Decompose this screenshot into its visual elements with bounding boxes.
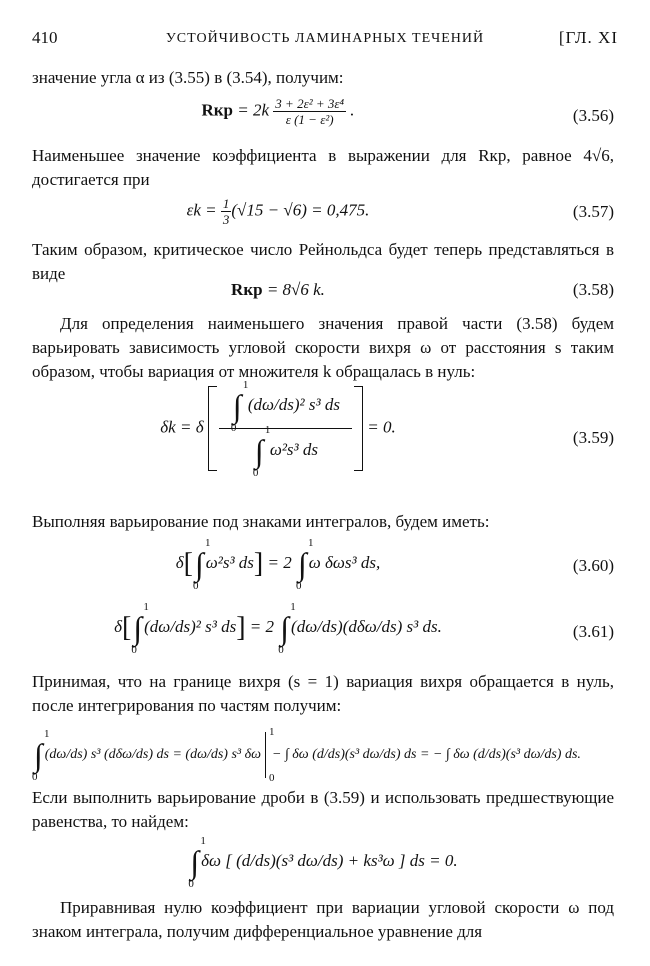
upper-limit: 1 <box>44 728 50 740</box>
upper-limit: 1 <box>307 537 314 549</box>
eq357-root-15: √15 <box>237 200 264 220</box>
eq356-fraction <box>273 96 346 127</box>
eq358-lhs: Rкр <box>231 280 263 299</box>
eq358-rhs: = 8√6 k. <box>266 280 325 299</box>
eq357-frac-den: 3 <box>222 212 230 227</box>
page-number: 410 <box>32 28 58 47</box>
eq357-lhs: εk = <box>186 200 217 220</box>
running-title: УСТОЙЧИВОСТЬ ЛАМИНАРНЫХ ТЕЧЕНИЙ <box>165 31 485 46</box>
eq356-number: (3.56) <box>572 106 614 125</box>
upper-limit: 1 <box>269 726 275 738</box>
integral-sign: ∫ 1 0 <box>278 601 296 656</box>
eq359-lhs: δk = δ <box>160 417 204 437</box>
eq357-frac-num: 1 <box>222 196 230 211</box>
lower-limit: 0 <box>252 467 259 479</box>
eq360-lhs-integrand: ω²s³ ds <box>205 552 254 572</box>
eq360-rhs-coef: = 2 <box>267 552 292 572</box>
eq361-rhs-coef: = 2 <box>249 616 275 636</box>
lower-limit: 0 <box>269 772 275 784</box>
chapter-label: [ГЛ. XI <box>558 28 618 47</box>
eq357-fraction <box>221 196 232 227</box>
integral-sign: ∫ 1 0 <box>131 601 149 656</box>
paragraph-7: Если выполнить варьирование дроби в (3.59) и использовать предшествующие равенства, то найдем: <box>32 788 614 831</box>
eq360-number: (3.60) <box>572 556 614 575</box>
lower-limit: 0 <box>230 422 237 434</box>
open-bracket: [ <box>183 548 193 579</box>
eq357-rhs: = 0,475. <box>311 200 370 220</box>
equation-integration-by-parts <box>32 724 614 784</box>
eq360-delta: δ <box>175 552 184 572</box>
equation-3-56 <box>32 96 614 136</box>
equation-3-59 <box>32 379 614 500</box>
eq361-lhs-integrand: (dω/ds)² s³ ds <box>144 616 237 636</box>
open-bracket: [ <box>122 612 132 643</box>
eq359-number: (3.59) <box>572 428 614 447</box>
eq359-denominator <box>219 424 352 479</box>
equation-3-57 <box>32 196 614 232</box>
running-header <box>32 28 618 52</box>
eq361-rhs-integrand: (dω/ds)(dδω/ds) s³ ds. <box>291 616 442 636</box>
eq357-close-paren: ) <box>301 200 307 220</box>
eq359-bracket <box>208 379 363 479</box>
upper-limit: 1 <box>143 601 149 613</box>
upper-limit: 1 <box>242 379 249 391</box>
paragraph-5: Выполняя варьирование под знаками интегралов, будем иметь: <box>32 512 490 531</box>
equation-3-60 <box>32 537 614 592</box>
integral-sign: ∫ 1 0 <box>32 728 50 783</box>
paragraph-1: значение угла α из (3.55) в (3.54), получим: <box>32 68 344 87</box>
integral-sign: ∫ 1 0 <box>295 537 314 592</box>
eq356-tail: . <box>350 100 355 120</box>
lower-limit: 0 <box>131 644 137 656</box>
eq361-delta: δ <box>114 616 123 636</box>
paragraph-8: Приравнивая нулю коэффициент при вариации угловой скорости ω под знаком интеграла, получим дифференциальное уравнение для <box>32 898 614 941</box>
integral-sign: ∫ 1 0 <box>192 537 211 592</box>
equation-3-61 <box>32 601 614 656</box>
eq359-den-integrand: ω²s³ ds <box>269 439 319 459</box>
close-bracket: ] <box>253 548 264 579</box>
eq357-root-6: √6 <box>283 200 302 220</box>
evaluation-bar <box>265 726 275 784</box>
integral-sign: ∫ 1 0 <box>230 379 249 434</box>
euler-body: δω [ (d/ds)(s³ dω/ds) + ks³ω ] ds = 0. <box>201 850 458 870</box>
eq360-rhs-integrand: ω δωs³ ds, <box>308 552 381 572</box>
eq357-open-paren: ( <box>231 200 238 220</box>
parts-term-1: (dω/ds) s³ (dδω/ds) ds <box>44 747 169 763</box>
eq359-rhs: = 0. <box>367 417 396 437</box>
eq356-lhs: Rкр <box>201 100 234 120</box>
paragraph-2: Наименьшее значение коэффициента в выражении для Rкр, равное 4√6, достигается при <box>32 146 614 189</box>
lower-limit: 0 <box>278 644 284 656</box>
equation-3-58 <box>32 280 614 304</box>
parts-term-3: − ∫ δω (d/ds)(s³ dω/ds) ds = − ∫ δω (d/ds)(s³ dω/ds) ds. <box>272 747 581 763</box>
close-bracket: ] <box>236 612 246 643</box>
eq356-denominator: ε (1 − ε²) <box>285 112 334 127</box>
eq358-number: (3.58) <box>572 280 614 299</box>
integral-sign: ∫ 1 0 <box>252 424 271 479</box>
equation-euler <box>32 835 614 890</box>
integral-sign: ∫ 1 0 <box>188 835 206 890</box>
upper-limit: 1 <box>290 601 296 613</box>
upper-limit: 1 <box>204 537 211 549</box>
lower-limit: 0 <box>32 771 38 783</box>
eq361-number: (3.61) <box>572 622 614 641</box>
parts-term-2: = (dω/ds) s³ δω <box>172 747 262 763</box>
lower-limit: 0 <box>188 878 194 890</box>
paragraph-6: Принимая, что на границе вихря (s = 1) вариация вихря обращается в нуль, после интегрирования по частям получим: <box>32 672 614 715</box>
eq356-numerator: 3 + 2ε² + 3ε⁴ <box>275 96 345 111</box>
eq359-fraction <box>219 379 352 479</box>
eq356-coef: = 2k <box>237 100 270 120</box>
upper-limit: 1 <box>200 835 206 847</box>
paragraph-4: Для определения наименьшего значения правой части (3.58) будем варьировать зависимость угловой скорости вихря ω от расстояния s таким образом, чтобы вариация от множителя k обращалась в нуль: <box>32 314 614 381</box>
lower-limit: 0 <box>295 580 302 592</box>
paragraph-3: Таким образом, критическое число Рейнольдса будет теперь представляться в виде <box>32 240 614 283</box>
lower-limit: 0 <box>192 580 199 592</box>
eq359-num-integrand: (dω/ds)² s³ ds <box>247 394 340 414</box>
eq359-numerator <box>219 379 352 434</box>
eq357-minus: − <box>263 200 284 220</box>
upper-limit: 1 <box>264 424 271 436</box>
eq357-number: (3.57) <box>572 202 614 221</box>
